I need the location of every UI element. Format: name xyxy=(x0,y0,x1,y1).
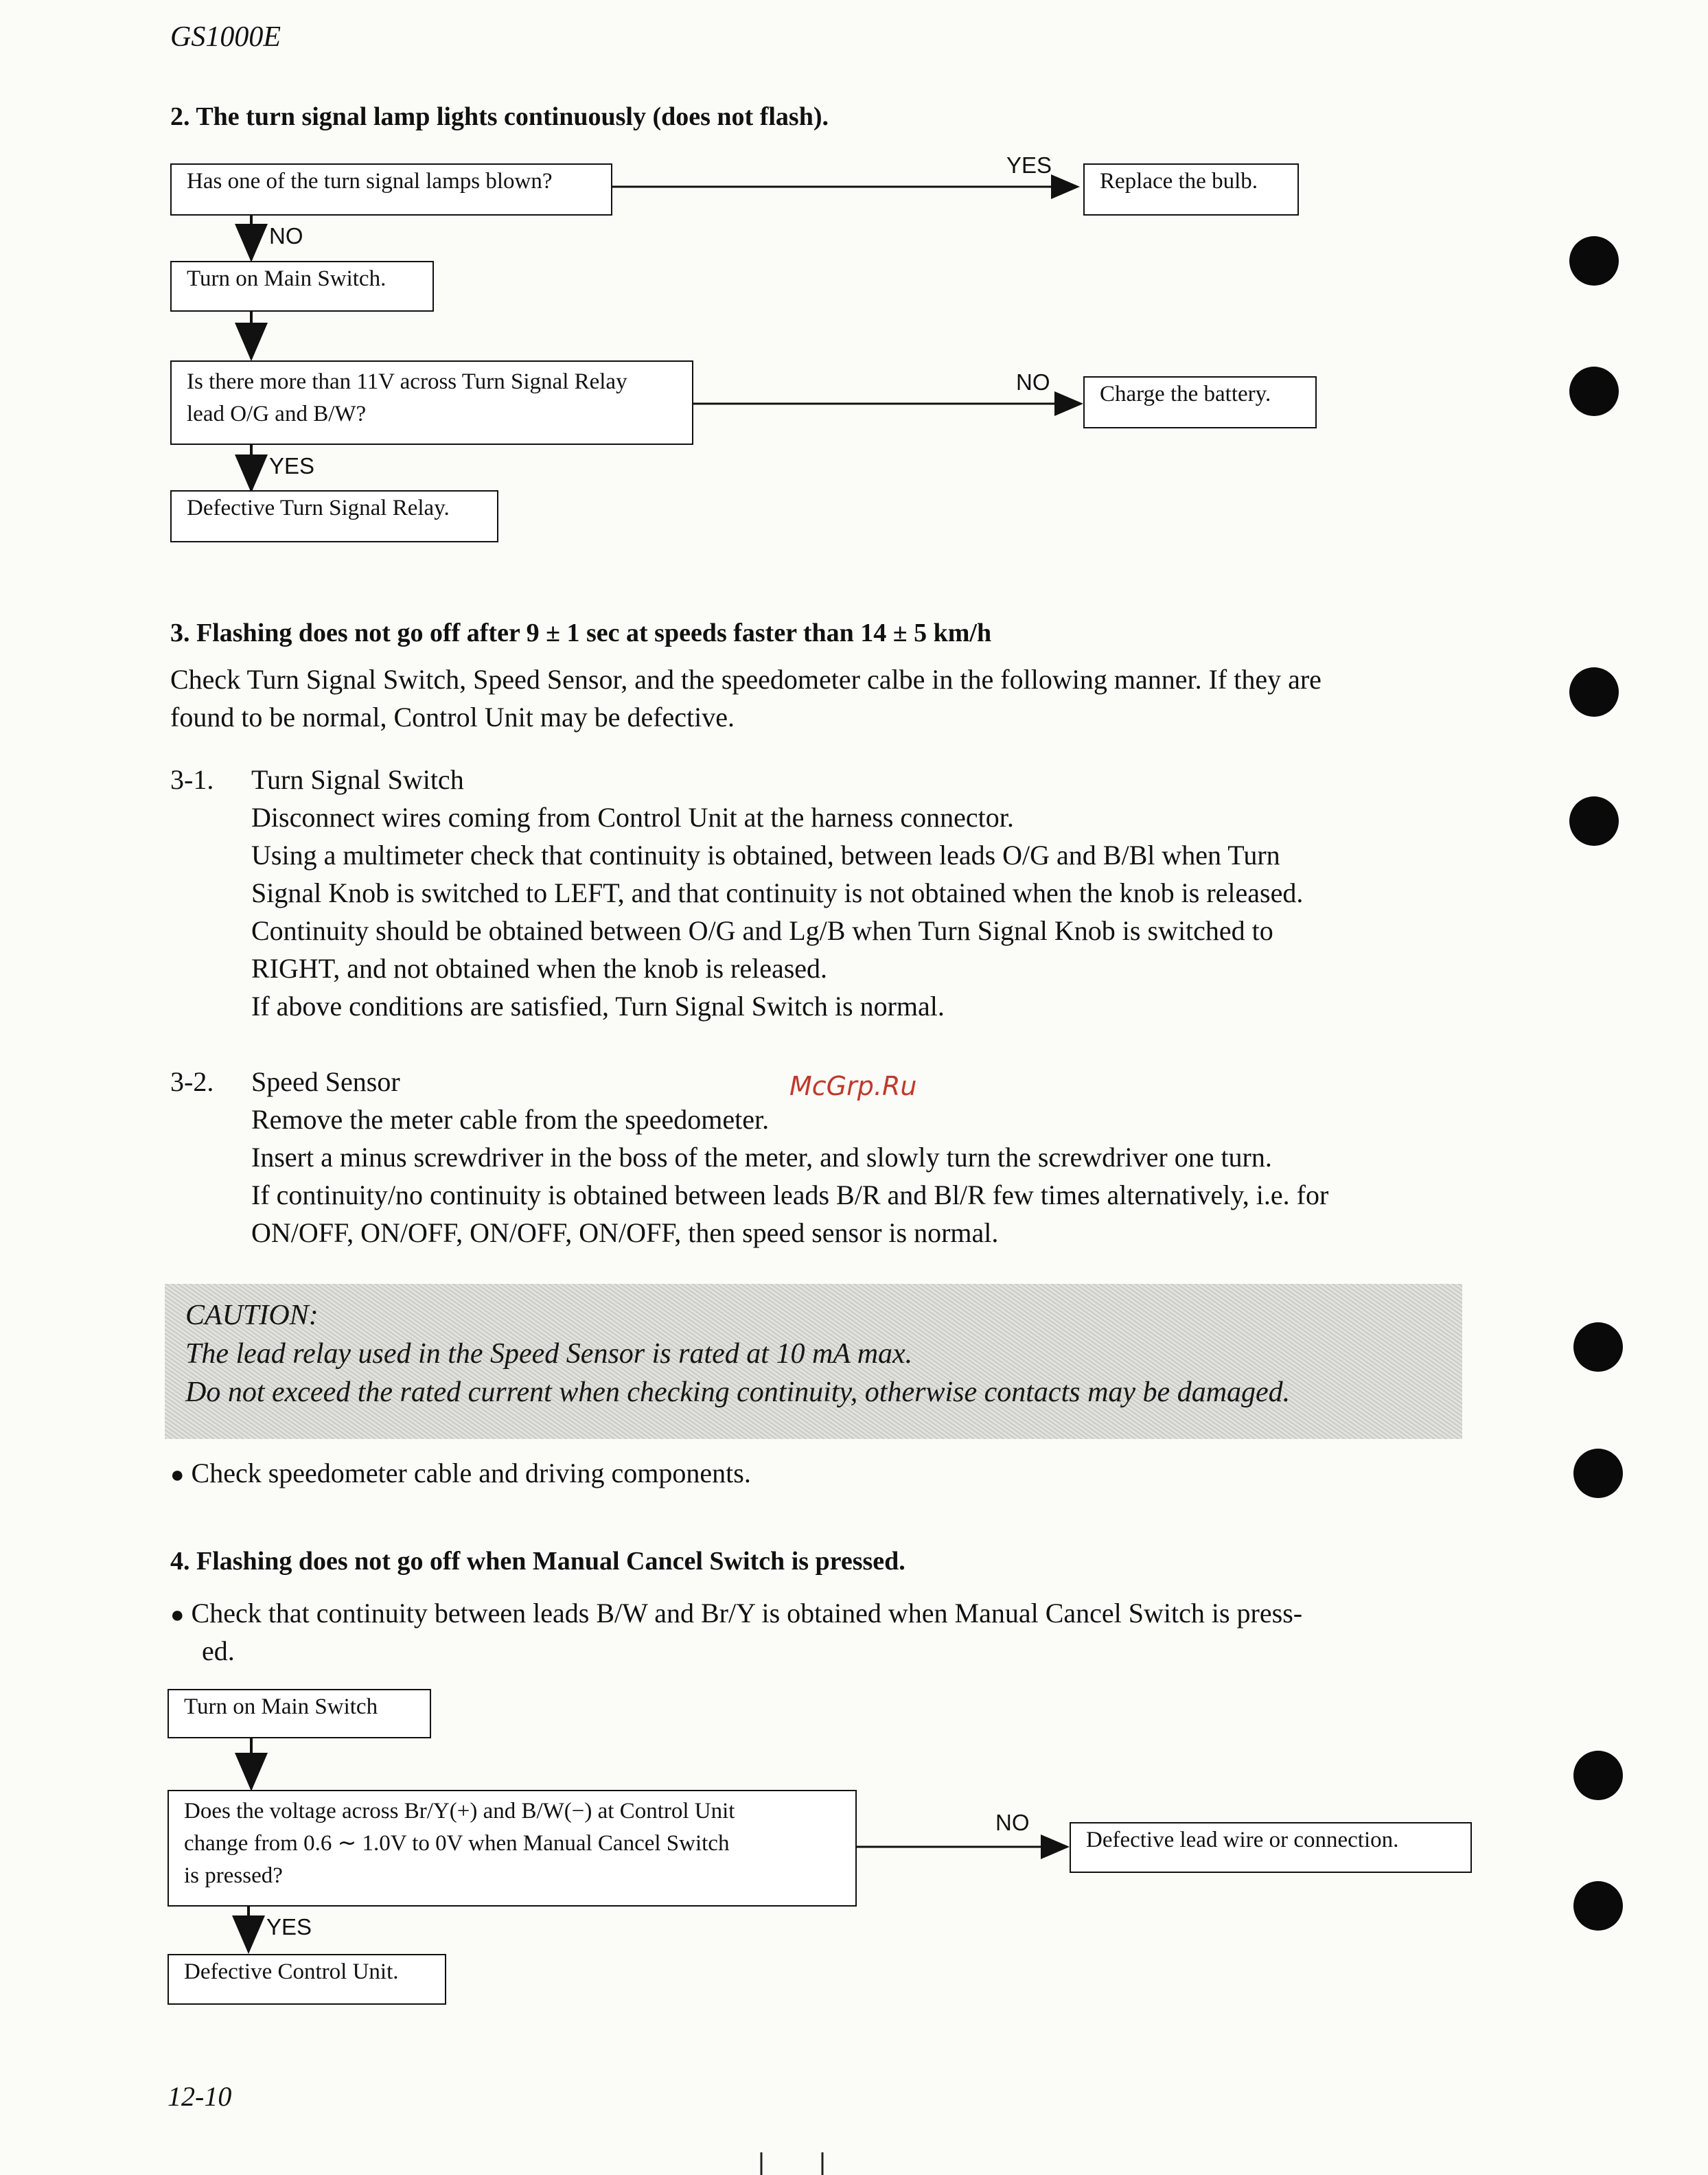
bullet-check-cancel-switch xyxy=(170,1594,1302,1634)
flow-box-defective-lead-wire: Defective lead wire or connection. xyxy=(1070,1822,1472,1873)
watermark: McGrp.Ru xyxy=(789,1071,917,1101)
subsection-3-2-line: Remove the meter cable from the speedometer. xyxy=(251,1104,770,1135)
punch-hole-dot xyxy=(1569,367,1619,416)
check-cancel-line-2: ed. xyxy=(202,1635,235,1666)
label-no: NO xyxy=(1016,369,1050,395)
subsection-3-1-line: If above conditions are satisfied, Turn Signal Switch is normal. xyxy=(251,991,945,1022)
section-3-title: 3. Flashing does not go off after 9 ± 1 sec at speeds faster than 14 ± 5 km/h xyxy=(170,619,992,647)
punch-hole-dot xyxy=(1573,1449,1623,1498)
flow-box-voltage-relay-check xyxy=(170,360,693,445)
cancel-check-line-2: change from 0.6 ∼ 1.0V to 0V when Manual Cancel Switch xyxy=(184,1831,730,1856)
check-speedometer-text: Check speedometer cable and driving components. xyxy=(191,1458,751,1488)
label-yes: YES xyxy=(269,453,315,479)
punch-hole-dot xyxy=(1569,236,1619,286)
caution-line-1: The lead relay used in the Speed Sensor is rated at 10 mA max. xyxy=(185,1338,913,1370)
relay-check-line-1: Is there more than 11V across Turn Signal Relay xyxy=(187,369,627,394)
page-number: 12-10 xyxy=(168,2081,232,2112)
cancel-check-line-3: is pressed? xyxy=(184,1863,283,1888)
relay-check-line-2: lead O/G and B/W? xyxy=(187,402,367,426)
subsection-3-1-line: Signal Knob is switched to LEFT, and that continuity is not obtained when the knob is released. xyxy=(251,877,1304,908)
document-model: GS1000E xyxy=(170,21,281,53)
bullet-icon: ● xyxy=(170,1462,185,1488)
flow-box-voltage-cancel-check xyxy=(168,1790,857,1907)
flow-box-turn-on-main-switch-2: Turn on Main Switch xyxy=(168,1689,431,1738)
flow-box-charge-battery: Charge the battery. xyxy=(1083,376,1317,428)
subsection-3-2-line: ON/OFF, ON/OFF, ON/OFF, ON/OFF, then speed sensor is normal. xyxy=(251,1217,999,1248)
label-yes: YES xyxy=(1006,152,1052,178)
subsection-3-2-line: Insert a minus screwdriver in the boss of the meter, and slowly turn the screwdriver one turn. xyxy=(251,1142,1272,1173)
label-no: NO xyxy=(269,223,303,249)
section-3-intro-line-2: found to be normal, Control Unit may be defective. xyxy=(170,702,735,733)
flow-box-turn-on-main-switch: Turn on Main Switch. xyxy=(170,261,434,312)
bullet-check-speedometer xyxy=(170,1454,751,1494)
flow-box-replace-bulb: Replace the bulb. xyxy=(1083,163,1299,216)
label-no: NO xyxy=(995,1810,1030,1835)
flow-box-lamp-blown: Has one of the turn signal lamps blown? xyxy=(170,163,612,216)
punch-hole-dot xyxy=(1569,667,1619,717)
subsection-3-1-line: Continuity should be obtained between O/G and Lg/B when Turn Signal Knob is switched to xyxy=(251,915,1273,946)
punch-hole-dot xyxy=(1573,1881,1623,1931)
flow-box-defective-relay: Defective Turn Signal Relay. xyxy=(170,490,498,542)
punch-hole-dot xyxy=(1569,796,1619,846)
section-3-intro-line-1: Check Turn Signal Switch, Speed Sensor, and the speedometer calbe in the following manner. If they are xyxy=(170,664,1322,695)
caution-line-2: Do not exceed the rated current when checking continuity, otherwise contacts may be damaged. xyxy=(185,1377,1291,1408)
bullet-icon: ● xyxy=(170,1602,185,1628)
subsection-3-1-heading: Turn Signal Switch xyxy=(251,764,464,795)
caution-box xyxy=(165,1284,1462,1439)
check-cancel-line-1: Check that continuity between leads B/W and Br/Y is obtained when Manual Cancel Switch is press- xyxy=(191,1598,1303,1629)
label-yes: YES xyxy=(266,1914,312,1940)
subsection-3-2-number: 3-2. xyxy=(170,1066,214,1097)
subsection-3-1-line: Using a multimeter check that continuity is obtained, between leads O/G and B/Bl when Turn xyxy=(251,840,1280,871)
subsection-3-1-line: Disconnect wires coming from Control Unit at the harness connector. xyxy=(251,802,1014,833)
punch-hole-dot xyxy=(1573,1322,1623,1372)
caution-title: CAUTION: xyxy=(185,1300,319,1331)
punch-hole-dot xyxy=(1573,1751,1623,1800)
subsection-3-1-number: 3-1. xyxy=(170,764,214,795)
flow-box-defective-control-unit: Defective Control Unit. xyxy=(168,1954,446,2005)
section-2-title: 2. The turn signal lamp lights continuously (does not flash). xyxy=(170,102,829,131)
cancel-check-line-1: Does the voltage across Br/Y(+) and B/W(−) at Control Unit xyxy=(184,1799,735,1823)
subsection-3-2-heading: Speed Sensor xyxy=(251,1066,400,1097)
subsection-3-1-line: RIGHT, and not obtained when the knob is released. xyxy=(251,953,828,984)
subsection-3-2-line: If continuity/no continuity is obtained between leads B/R and Bl/R few times alternatively, i.e. for xyxy=(251,1179,1329,1210)
section-4-title: 4. Flashing does not go off when Manual Cancel Switch is pressed. xyxy=(170,1547,905,1576)
